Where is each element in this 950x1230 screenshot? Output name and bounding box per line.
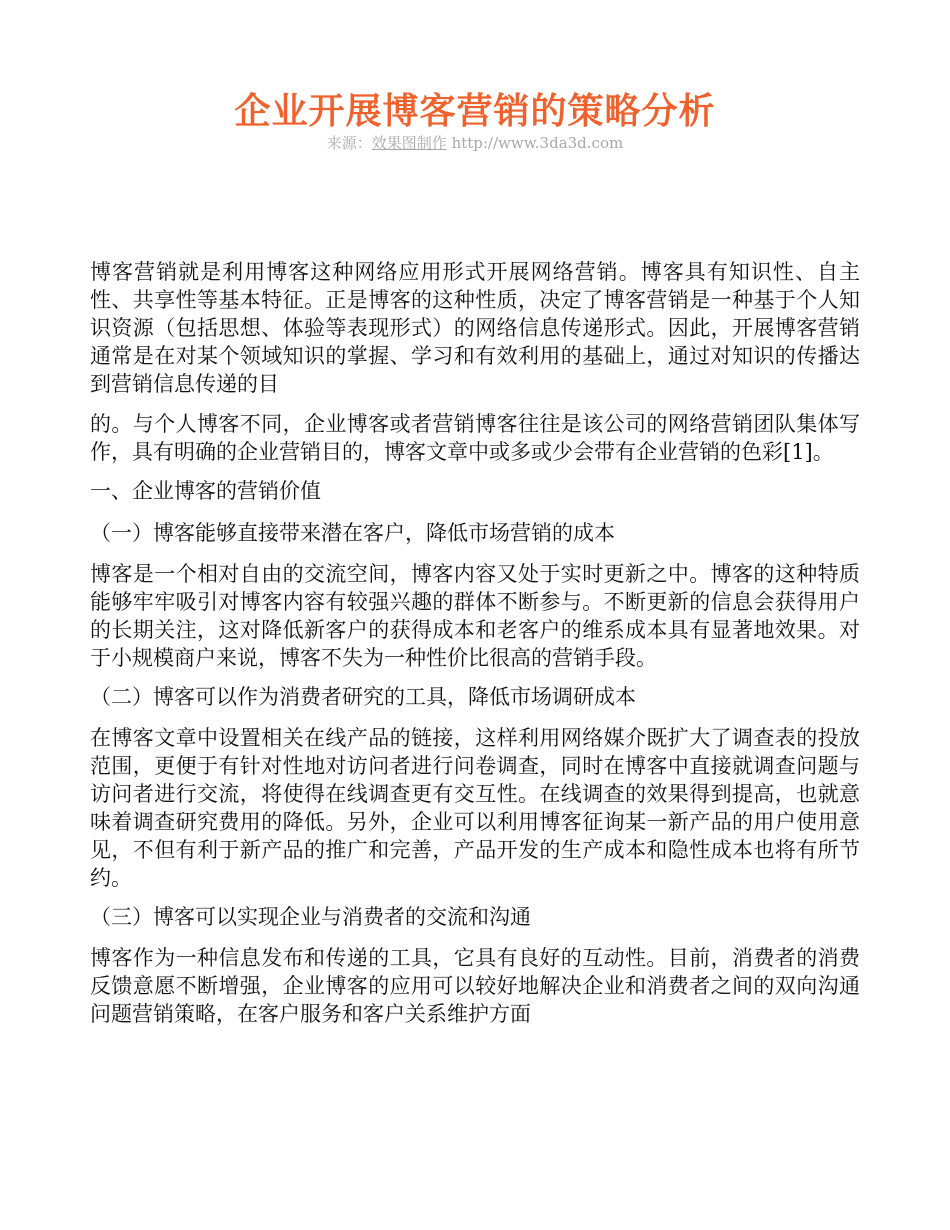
subsection-heading: （二）博客可以作为消费者研究的工具，降低市场调研成本 bbox=[90, 685, 636, 709]
source-label: 来源： bbox=[326, 134, 372, 152]
document-title: 企业开展博客营销的策略分析 bbox=[234, 90, 716, 132]
body-paragraph: 博客营销就是利用博客这种网络应用形式开展网络营销。博客具有知识性、自主性、共享性等基本特征。正是博客的这种性质，决定了博客营销是一种基于个人知识资源（包括思想、体验等表现形式）的网络信息传递形式。因此，开展博客营销通常是在对某个领域知识的掌握、学习和有效利用的基础上，通过对知识的传播达到营销信息传递的目 bbox=[90, 260, 860, 396]
section-heading: 一、企业博客的营销价值 bbox=[90, 479, 321, 503]
subsection-heading: （三）博客可以实现企业与消费者的交流和沟通 bbox=[90, 905, 531, 929]
body-paragraph: 博客作为一种信息发布和传递的工具，它具有良好的互动性。目前，消费者的消费反馈意愿不断增强，企业博客的应用可以较好地解决企业和消费者之间的双向沟通问题营销策略，在客户服务和客户关系维护方面 bbox=[90, 946, 860, 1026]
body-paragraph: 博客是一个相对自由的交流空间，博客内容又处于实时更新之中。博客的这种特质能够牢牢吸引对博客内容有较强兴趣的群体不断参与。不断更新的信息会获得用户的长期关注，这对降低新客户的获得成本和老客户的维系成本具有显著地效果。对于小规模商户来说，博客不失为一种性价比很高的营销手段。 bbox=[90, 562, 860, 670]
source-line bbox=[0, 133, 950, 153]
source-url: http://www.3da3d.com bbox=[446, 134, 624, 152]
source-link[interactable]: 效果图制作 bbox=[371, 134, 447, 152]
body-paragraph: 在博客文章中设置相关在线产品的链接，这样利用网络媒介既扩大了调查表的投放范围，更便于有针对性地对访问者进行问卷调查，同时在博客中直接就调查问题与访问者进行交流，将使得在线调查更有交互性。在线调查的效果得到提高，也就意味着调查研究费用的降低。另外，企业可以利用博客征询某一新产品的用户使用意见，不但有利于新产品的推广和完善，产品开发的生产成本和隐性成本也将有所节约。 bbox=[90, 726, 860, 890]
subsection-heading: （一）博客能够直接带来潜在客户，降低市场营销的成本 bbox=[90, 521, 615, 545]
body-paragraph: 的。与个人博客不同，企业博客或者营销博客往往是该公司的网络营销团队集体写作，具有明确的企业营销目的，博客文章中或多或少会带有企业营销的色彩[1]。 bbox=[90, 412, 860, 464]
document-body bbox=[90, 258, 860, 1038]
